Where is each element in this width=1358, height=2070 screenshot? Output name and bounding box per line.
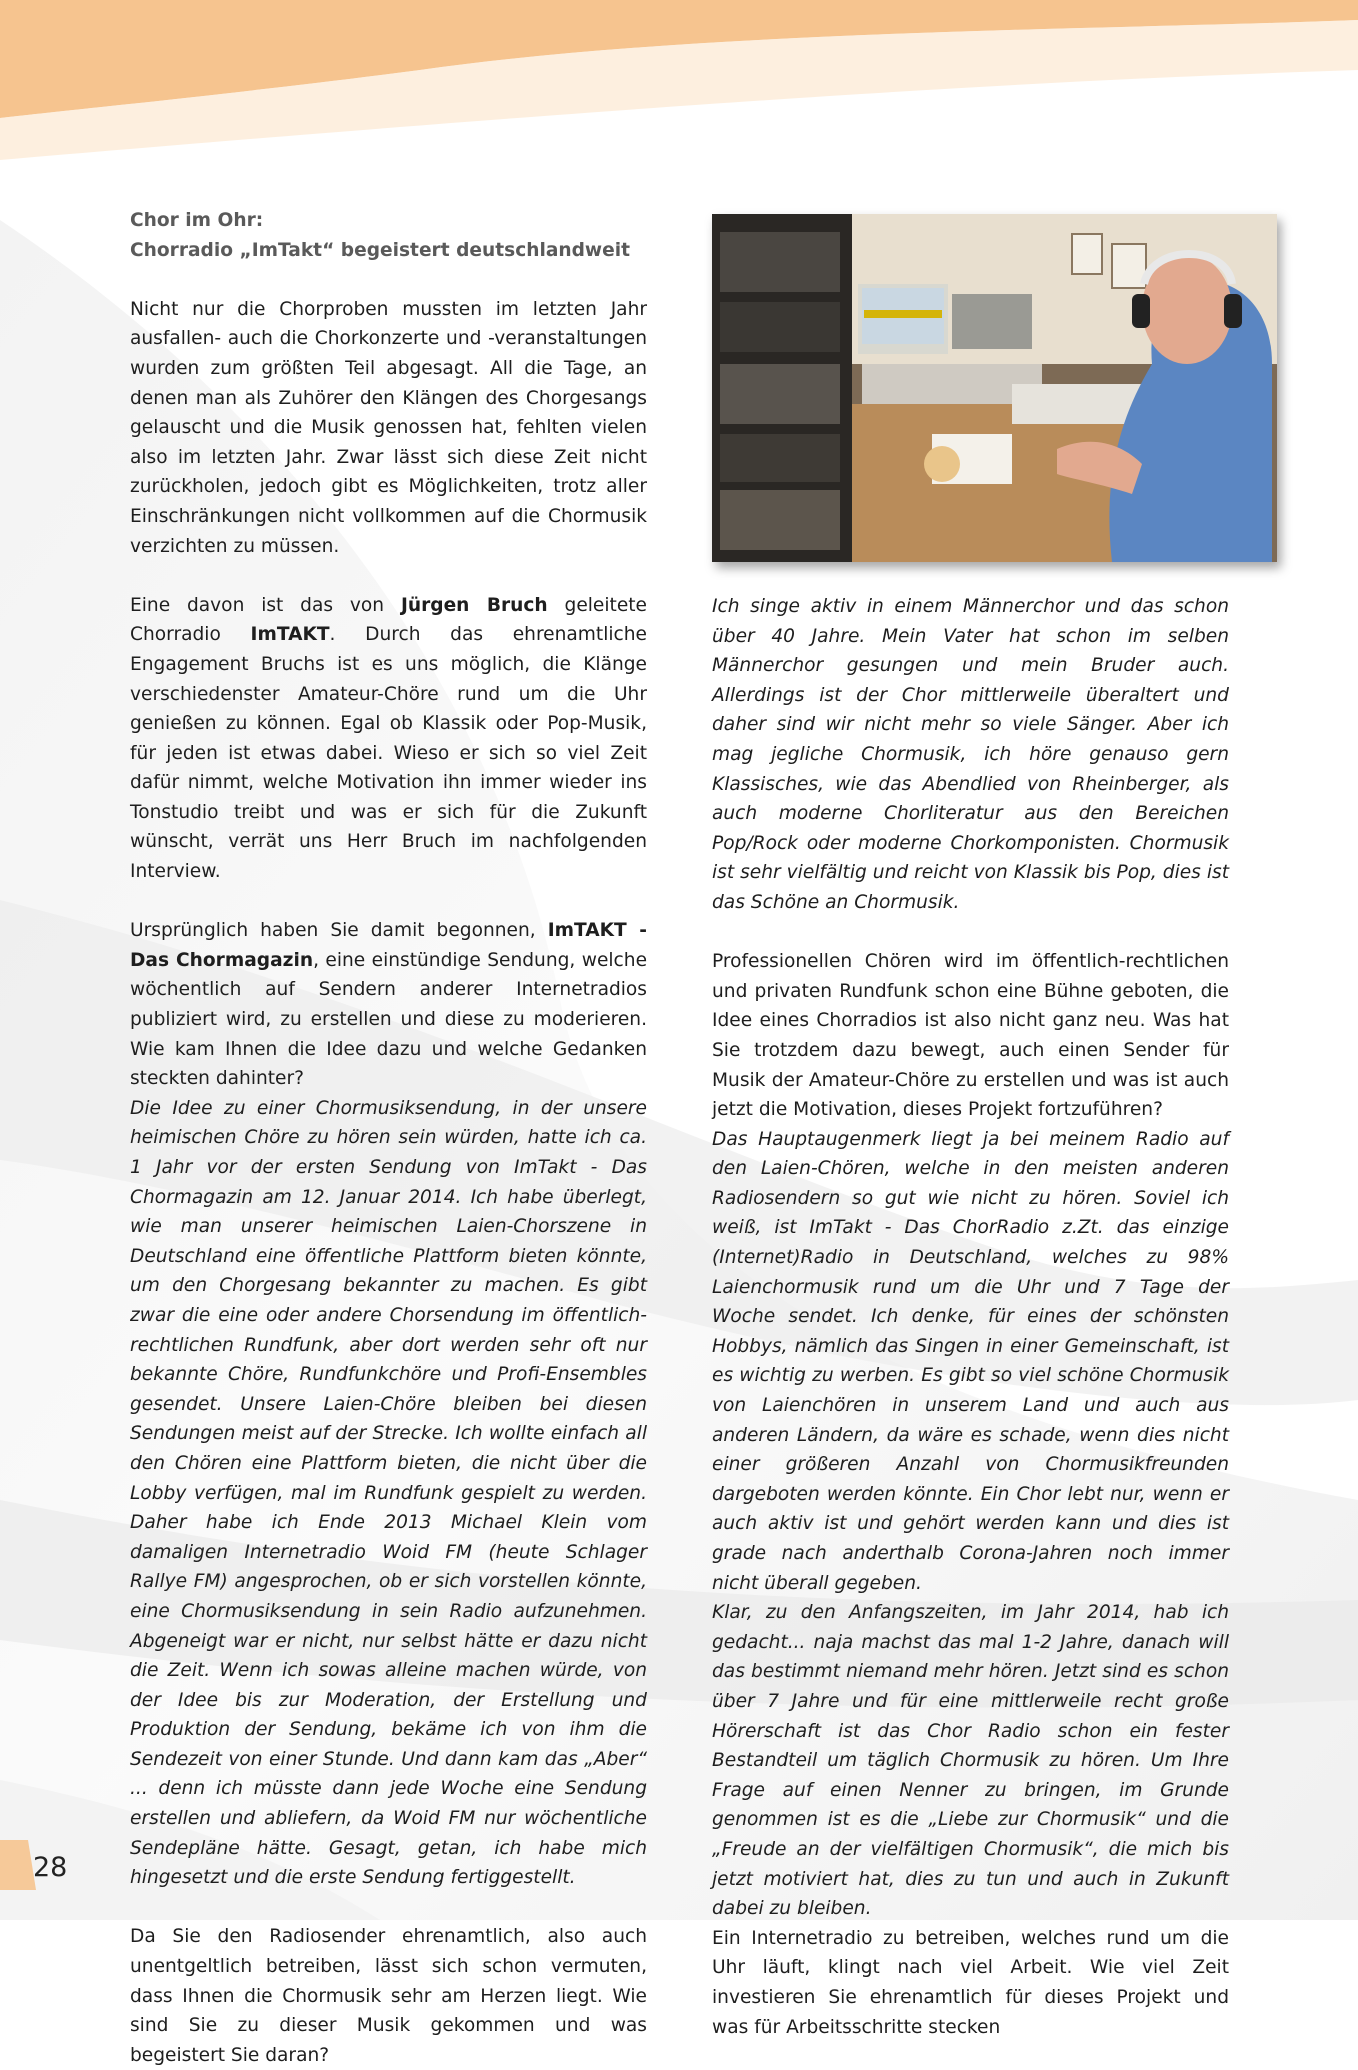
left-column (130, 206, 647, 2070)
text-run: geleitete Chorradio (130, 594, 647, 646)
answer-2: Ich singe aktiv in einem Männerchor und das schon über 40 Jahre. Mein Vater hat schon im selben Männerchor gesungen und mein Bruder auch. Allerdings ist der Chor mittlerweile überaltert und daher sind wir nicht mehr so viele Sänger. Aber ich mag jegliche Chormusik, ich höre genauso gern Klassisches, wie das Abendlied von Rheinberger, als auch moderne Chorliteratur aus den Bereichen Pop/Rock oder moderne Chorkomponisten. Chormusik ist sehr vielfältig und reicht von Klassik bis Pop, dies ist das Schöne an Chormusik. (712, 596, 1229, 913)
article-kicker: Chor im Ohr: (130, 210, 264, 231)
page-number: 28 (33, 1852, 68, 1883)
answer-1: Die Idee zu einer Chormusiksendung, in der unsere heimischen Chöre zu hören sein würden, hatte ich ca. 1 Jahr vor der ersten Sendung von ImTakt - Das Chormagazin am 12. Januar 2014. Ich habe überlegt, wie man unserer heimischen Laien-Chorszene in Deutschland eine öffentliche Plattform bieten könnte, um den Chorgesang bekannter zu machen. Es gibt zwar die eine oder andere Chorsendung im öffentlich-rechtlichen Rundfunk, aber dort werden sehr oft nur bekannte Chöre, Rundfunkchöre und Profi-Ensembles gesendet. Unsere Laien-Chöre bleiben bei diesen Sendungen meist auf der Strecke. Ich wollte einfach all den Chören eine Plattform bieten, die nicht über die Lobby verfügen, mal im Rundfunk gespielt zu werden. Daher habe ich Ende 2013 Michael Klein vom damaligen Internetradio Woid FM (heute Schlager Rallye FM) angesprochen, ob er sich vorstellen könnte, eine Chormusiksendung in sein Radio aufzunehmen. Abgeneigt war er nicht, nur selbst hätte er dazu nicht die Zeit. Wenn ich sowas alleine machen würde, von der Idee bis zur Moderation, der Erstellung und Produktion der Sendung, bekäme ich von ihm die Sendezeit von einer Stunde. Und dann kam das „Aber“ ... denn ich müsste dann jede Woche eine Sendung erstellen und abliefern, da Woid FM nur wöchentliche Sendepläne hätte. Gesagt, getan, ich habe mich hingesetzt und die erste Sendung fertiggestellt. (130, 1097, 647, 1889)
right-column (712, 592, 1229, 2042)
text-run: , eine einstündige Sendung, welche wöchentlich auf Sendern anderer Internetradios publiziert wird, zu erstellen und diese zu moderieren. Wie kam Ihnen die Idee dazu und welche Gedanken steckten dahinter? (130, 949, 648, 1090)
intro-paragraph: Nicht nur die Chorproben mussten im letzten Jahr ausfallen- auch die Chorkonzerte und -veranstaltungen wurden zum größten Teil abgesagt. All die Tage, an denen man als Zuhörer den Klängen des Chorgesangs gelauscht und die Musik genossen hat, fehlten vielen also im letzten Jahr. Zwar lässt sich diese Zeit nicht zurückholen, jedoch gibt es Möglichkeiten, trotz aller Einschränkungen nicht vollkommen auf die Chormusik verzichten zu müssen. (130, 298, 647, 557)
show-name: ImTAKT - Das Chormagazin (130, 920, 647, 971)
station-name: ImTAKT (250, 624, 330, 646)
answer-3-part-2: Klar, zu den Anfangszeiten, im Jahr 2014, hab ich gedacht... naja machst das mal 1-2 Jahre, danach will das bestimmt niemand mehr hören. Jetzt sind es schon über 7 Jahre und für eine mittlerweile recht große Hörerschaft ist das Chor Radio schon ein fester Bestandteil um täglich Chormusik zu hören. Um Ihre Frage auf einen Nenner zu bringen, im Grunde genommen ist es die „Liebe zur Chormusik“ und die „Freude an der vielfältigen Chormusik“, die mich bis jetzt motiviert hat, dies zu tun und auch in Zukunft dabei zu bleiben. (712, 1602, 1229, 1920)
question-4: Ein Internetradio zu betreiben, welches rund um die Uhr läuft, klingt nach viel Arbeit. Wie viel Zeit investieren Sie ehrenamtlich für dieses Projekt und was für Arbeitsschritte stecken (712, 1927, 1229, 2038)
article-headline-block (130, 206, 647, 265)
text-run: . Durch das ehrenamtliche Engagement Bruchs ist es uns möglich, die Klänge verschiedenster Amateur-Chöre rund um die Uhr genießen zu können. Egal ob Klassik oder Pop-Musik, für jeden ist etwas dabei. Wieso er sich so viel Zeit dafür nimmt, welche Motivation ihn immer wieder ins Tonstudio treibt und was er sich für die Zukunft wünscht, verrät uns Herr Bruch im nachfolgenden Interview. (130, 624, 647, 883)
question-3: Professionellen Chören wird im öffentlich-rechtlichen und privaten Rundfunk schon eine Bühne geboten, die Idee eines Chorradios ist also nicht ganz neu. Was hat Sie trotzdem dazu bewegt, auch einen Sender für Musik der Amateur-Chöre zu erstellen und was ist auch jetzt die Motivation, dieses Projekt fortzuführen? (712, 951, 1229, 1121)
text-run: Eine davon ist das von (130, 594, 401, 616)
answer-3-part-1: Das Hauptaugenmerk liegt ja bei meinem Radio auf den Laien-Chören, welche in den meisten anderen Radiosendern so gut wie nicht zu hören. Soviel ich weiß, ist ImTakt - Das ChorRadio z.Zt. das einzige (Internet)Radio in Deutschland, welches zu 98% Laienchormusik rund um die Uhr und 7 Tage der Woche sendet. Ich denke, für eines der schönsten Hobbys, nämlich das Singen in einer Gemeinschaft, ist es wichtig zu werben. Es gibt so viel schöne Chormusik von Laienchören in unserem Land und auch aus anderen Ländern, da wäre es schade, wenn dies nicht einer größeren Anzahl von Chormusikfreunden dargeboten werden könnte. Ein Chor lebt nur, wenn er auch aktiv ist und gehört werden kann und dies ist grade nach anderthalb Corona-Jahren noch immer nicht überall gegeben. (712, 1128, 1229, 1594)
text-run: Ursprünglich haben Sie damit begonnen, (130, 920, 548, 942)
article-headline: Chorradio „ImTakt“ begeistert deutschlandweit (130, 239, 630, 261)
question-1 (130, 916, 647, 1094)
studio-photo (712, 214, 1277, 562)
question-2: Da Sie den Radiosender ehrenamtlich, also auch unentgeltlich betreiben, lässt sich schon vermuten, dass Ihnen die Chormusik sehr am Herzen liegt. Wie sind Sie zu dieser Musik gekommen und was begeistert Sie daran? (130, 1926, 647, 2066)
person-name: Jürgen Bruch (400, 594, 548, 616)
intro-paragraph-2 (130, 591, 647, 887)
